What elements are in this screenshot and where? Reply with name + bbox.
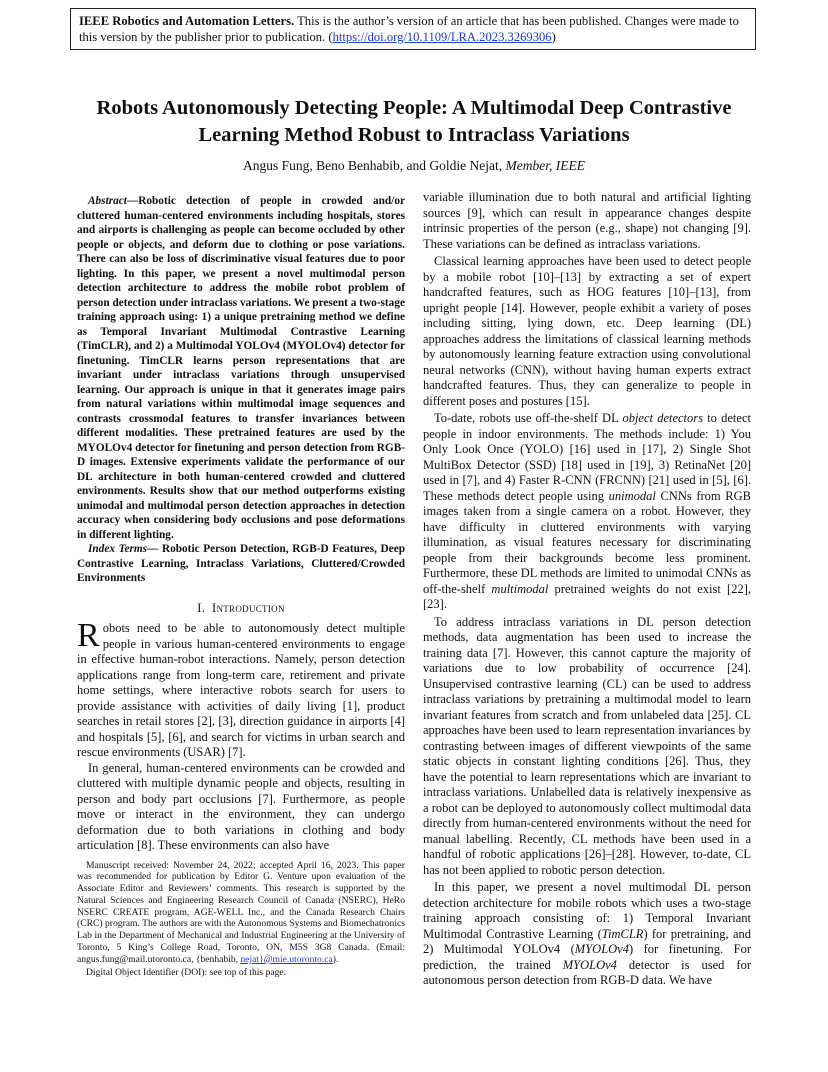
right-paragraph-5 bbox=[423, 880, 751, 989]
footnote-end: ). bbox=[332, 953, 339, 965]
publication-notice bbox=[70, 8, 756, 50]
intro-p1-text: obots need to be able to autonomously detect multiple people in various human-centered environments to engage in effective human-robot interactions. Namely, person detection applications range from long-term care, retirement and private home settings, where interactive robots search for users to provide assistance with activities of daily living [1], product searches in retail stores [2], [3], direction guidance in airports [4] and hospitals [5], [6], and search for victims in urban search and rescue environments (USAR) [7]. bbox=[77, 621, 405, 759]
section-title: Introduction bbox=[211, 600, 285, 615]
p3-text-a: To-date, robots use off-the-shelf DL bbox=[434, 411, 623, 425]
right-paragraph-2: Classical learning approaches have been used to detect people by a mobile robot [10]–[13] by extracting a set of expert handcrafted features, such as HOG features [10]–[13], from upright people [14]. However, people exhibit a variety of poses including sitting, lying down, etc. Deep learning (DL) approaches address the limitations of classical learning methods by autonomously learning feature extraction using convolutional neural networks (CNN), without having human experts extract handcrafted features. Thus, they can generalize to people in different poses and postures [15]. bbox=[423, 254, 751, 408]
doi-link[interactable]: https://doi.org/10.1109/LRA.2023.3269306 bbox=[332, 29, 552, 44]
footnote-text: Manuscript received: November 24, 2022; accepted April 16, 2023. This paper was recommended for publication by Editor G. Venture upon evaluation of the Associate Editor and Reviewers’ comments. This research is supported by the Natural Sciences and Engineering Research Council of Canada (NSERC), HeRo NSERC CREATE program, AGE-WELL Inc., and the Canada Research Chairs (CRC) program. The authors are with the Autonomous Systems and Biomechatronics Lab in the Department of Mechanical and Industrial Engineering at the University of Toronto, 5 King’s College Road, Toronto, ON, M5S 3G8 Canada. (Email: angus.fung@mail.utoronto.ca, {benhabib, bbox=[77, 859, 405, 965]
journal-name: IEEE Robotics and Automation Letters. bbox=[79, 14, 295, 28]
author-names: Angus Fung, Beno Benhabib, and Goldie Nejat, bbox=[243, 158, 506, 173]
index-terms-label: Index Terms bbox=[88, 543, 148, 555]
doi-note: Digital Object Identifier (DOI): see top of this page. bbox=[86, 966, 287, 978]
p5-text-b: ) for pretraining, and 2) Multimodal YOLOv4 ( bbox=[423, 926, 751, 956]
author-line bbox=[60, 158, 768, 174]
p5-text-c: ) for finetuning. For prediction, the trained bbox=[423, 942, 752, 972]
drop-cap: R bbox=[77, 617, 100, 654]
abstract-label: Abstract bbox=[88, 195, 127, 207]
right-paragraph-4: To address intraclass variations in DL person detection methods, data augmentation has been used to increase the training data [7]. However, this cannot capture the majority of variations due to low probability of occurrence [24]. Unsupervised contrastive learning (CL) can be used to address intraclass variations by pretraining a multimodal model to learn invariant features from scratch and from unlabeled data [25]. CL approaches have been used to learn representation invariances by contrasting between images of different viewpoints of the same static objects in constant lighting conditions [26]. Thus, they have the potential to learn representations which are invariant to intraclass variations. Unlabelled data is relatively inexpensive as a robot can be deployed to autonomously collect multimodal data directly from human-centered environments without the need for manual labelling. Recently, CL methods have been used in a handful of robotic applications [26]–[28]. However, to-date, CL has not been applied to robotic person detection. bbox=[423, 614, 751, 877]
section-number: I. bbox=[197, 600, 206, 615]
p3-italic-object-detectors: object detectors bbox=[622, 411, 704, 425]
intro-paragraph-1 bbox=[77, 617, 405, 761]
p5-text-a: In this paper, we present a novel multimodal DL person detection architecture for mobile robots which uses a two-stage training approach consisting of: 1) Temporal Invariant Multimodal Contrastive Learning ( bbox=[423, 880, 751, 941]
index-terms-text: — Robotic Person Detection, RGB-D Features, Deep Contrastive Learning, Intraclass Variations, Cluttered/Crowded Environments bbox=[77, 543, 405, 584]
p3-text-d: pretrained weights do not exist [22], [23]. bbox=[423, 581, 751, 611]
p5-italic-myolov4: MYOLOv4 bbox=[574, 942, 629, 956]
notice-text: This is the author’s version of an article that has been published. Changes were made to this version by the publisher prior to publication. ( bbox=[79, 14, 739, 44]
p3-text-c: CNNs from RGB images taken from a single camera on a robot. However, they have difficulty in cluttered environments with varying illumination, as visual features necessary for discriminating people from their backgrounds become less prominent. Furthermore, these DL methods are limited to unimodal CNNs as off-the-shelf bbox=[423, 488, 751, 596]
abstract bbox=[77, 194, 405, 542]
abstract-text: —Robotic detection of people in crowded and/or cluttered human-centered environments including hospitals, stores and airports is challenging as people can become occluded by other people or objects, and deform due to clothing or pose variations. There can also be loss of discriminative visual features due to poor lighting. In this paper, we present a novel multimodal person detection architecture to address the mobile robot problem of person detection under intraclass variations. We present a two-stage training approach using: 1) a unique pretraining method we define as Temporal Invariant Multimodal Contrastive Learning (TimCLR), and 2) a Multimodal YOLOv4 (MYOLOv4) detector for finetuning. TimCLR learns person representations that are invariant under intraclass variations through unsupervised learning. Our approach is unique in that it generates image pairs from natural variations within multimodal image sequences and contrasts crossmodal features to transfer invariances between different modalities. These pretrained features are used by the MYOLOv4 detector for finetuning and person detection from RGB-D images. Extensive experiments validate the performance of our DL architecture in both human-centered crowded and cluttered environments. Results show that our method outperforms existing unimodal and multimodal person detection approaches in detection accuracy when considering body occlusions and pose deformations in different lighting. bbox=[77, 195, 405, 541]
right-paragraph-3 bbox=[423, 411, 751, 613]
p3-italic-unimodal: unimodal bbox=[608, 488, 656, 503]
left-column bbox=[77, 194, 405, 978]
right-paragraph-1: variable illumination due to both natural and artificial lighting sources [9], which can result in appearance changes despite intrinsic properties of the person (e.g., shape) not changing [9]. These variations can be defined as intraclass variations. bbox=[423, 190, 751, 251]
notice-close: ) bbox=[551, 29, 556, 44]
footnote bbox=[77, 860, 405, 979]
paper-title: Robots Autonomously Detecting People: A Multimodal Deep Contrastive Learning Method Robust to Intraclass Variations bbox=[96, 97, 732, 146]
index-terms bbox=[77, 542, 405, 586]
section-heading bbox=[77, 601, 405, 617]
p5-text-d: detector is used for autonomous person detection from RGB-D data. We have bbox=[423, 957, 751, 987]
p5-italic-timclr: TimCLR bbox=[601, 926, 644, 941]
intro-paragraph-2: In general, human-centered environments can be crowded and cluttered with multiple dynamic people and objects, resulting in person and body part occlusions [7]. Furthermore, as people move or interact in the environment, they can undergo deformation due to both variations in clothing and body articulation [8]. These environments can also have bbox=[77, 760, 405, 852]
p3-text-b: to detect people in indoor environments. The methods include: 1) You Only Look Once (YOLO) [16] used in [17], 2) Single Shot MultiBox Detector (SSD) [18] used in [19], 3) RetinaNet [20] used in [7], and 4) Faster R-CNN (FRCNN) [21] used in [5], [6]. These methods detect people using bbox=[423, 411, 751, 503]
right-column bbox=[423, 190, 751, 989]
p5-italic-myolov4-2: MYOLOv4 bbox=[562, 957, 617, 972]
email-link[interactable]: nejat}@mie.utoronto.ca bbox=[240, 953, 333, 965]
manuscript-note bbox=[77, 860, 405, 966]
author-membership: Member, IEEE bbox=[505, 158, 585, 173]
p3-italic-multimodal: multimodal bbox=[491, 581, 549, 596]
